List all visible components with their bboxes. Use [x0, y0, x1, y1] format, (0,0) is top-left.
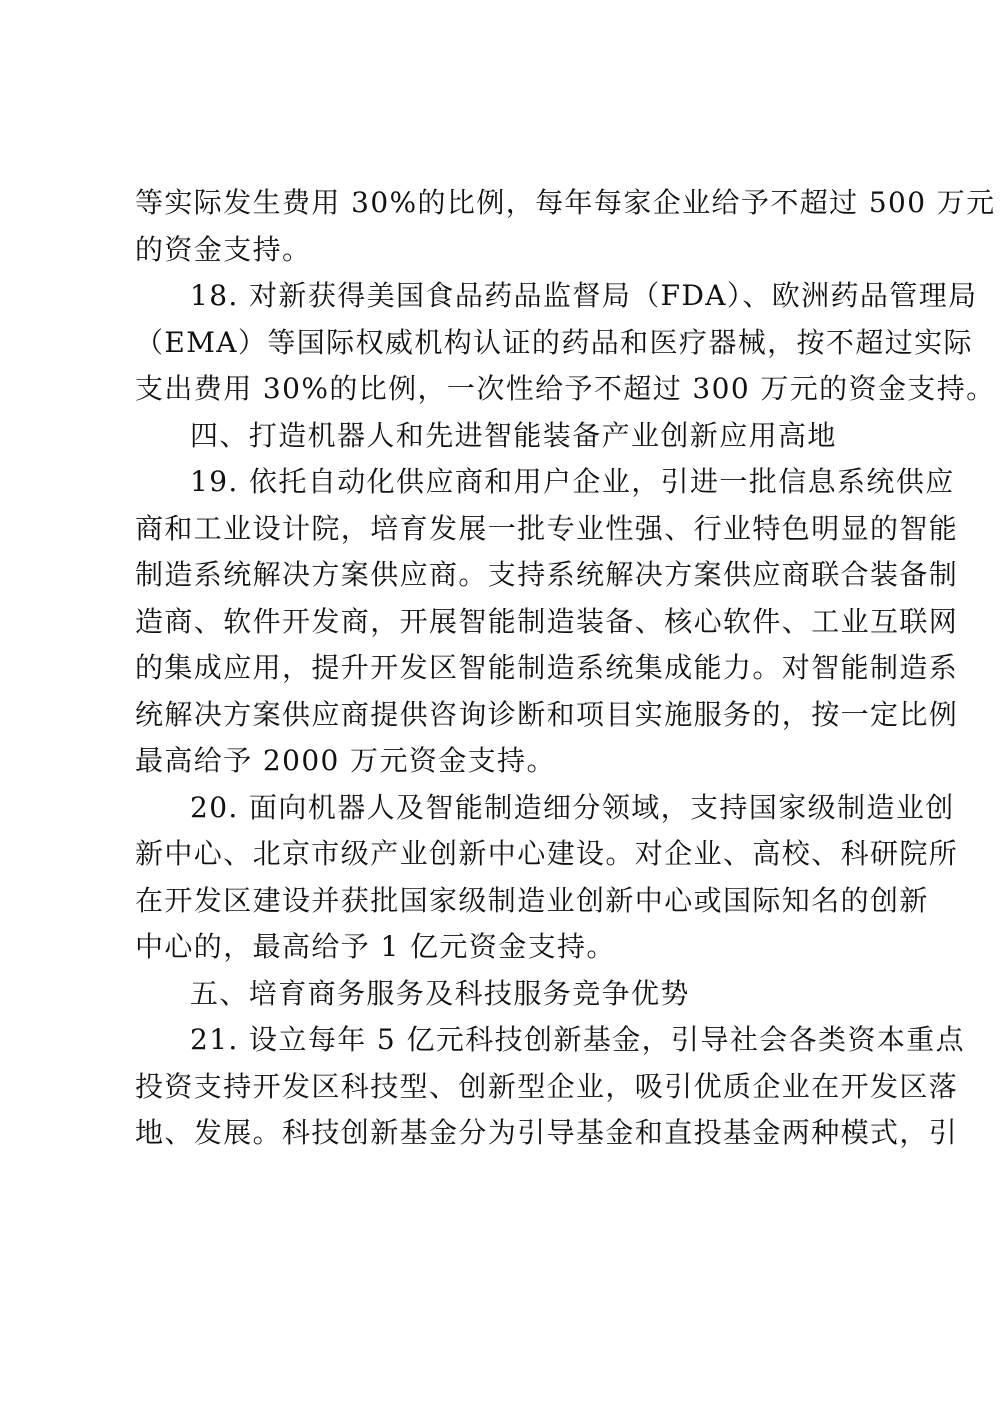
text-line: 商和工业设计院，培育发展一批专业性强、行业特色明显的智能 — [135, 511, 959, 545]
text-line: 造商、软件开发商，开展智能制造装备、核心软件、工业互联网 — [135, 604, 959, 638]
text-line: 地、发展。科技创新基金分为引导基金和直投基金两种模式，引 — [135, 1116, 959, 1149]
clause-21-start: 21. 设立每年 5 亿元科技创新基金，引导社会各类资本重点 — [190, 1023, 966, 1056]
body-text — [135, 180, 996, 1157]
text-line: 统解决方案供应商提供咨询诊断和项目实施服务的，按一定比例 — [135, 697, 959, 731]
text-line: 的资金支持。 — [135, 232, 312, 266]
text-line: （EMA）等国际权威机构认证的药品和医疗器械，按不超过实际 — [135, 325, 973, 359]
clause-20-start: 20. 面向机器人及智能制造细分领域，支持国家级制造业创 — [190, 790, 955, 824]
section-heading-5: 五、培育商务服务及科技服务竞争优势 — [190, 976, 690, 1010]
text-line: 制造系统解决方案供应商。支持系统解决方案供应商联合装备制 — [135, 558, 959, 591]
section-heading-4: 四、打造机器人和先进智能装备产业创新应用高地 — [190, 418, 837, 452]
clause-19-start: 19. 依托自动化供应商和用户企业，引进一批信息系统供应 — [190, 465, 955, 498]
text-line: 在开发区建设并获批国家级制造业创新中心或国际知名的创新 — [135, 883, 929, 917]
text-line: 等实际发生费用 30%的比例，每年每家企业给予不超过 500 万元 — [135, 186, 996, 219]
text-line: 中心的，最高给予 1 亿元资金支持。 — [135, 930, 616, 963]
clause-18-start: 18. 对新获得美国食品药品监督局（FDA）、欧洲药品管理局 — [190, 279, 978, 312]
text-line: 最高给予 2000 万元资金支持。 — [135, 744, 556, 777]
text-line: 支出费用 30%的比例，一次性给予不超过 300 万元的资金支持。 — [135, 372, 996, 405]
text-line: 的集成应用，提升开发区智能制造系统集成能力。对智能制造系 — [135, 651, 959, 684]
text-line: 新中心、北京市级产业创新中心建设。对企业、高校、科研院所 — [135, 837, 959, 870]
text-line: 投资支持开发区科技型、创新型企业，吸引优质企业在开发区落 — [135, 1069, 959, 1103]
